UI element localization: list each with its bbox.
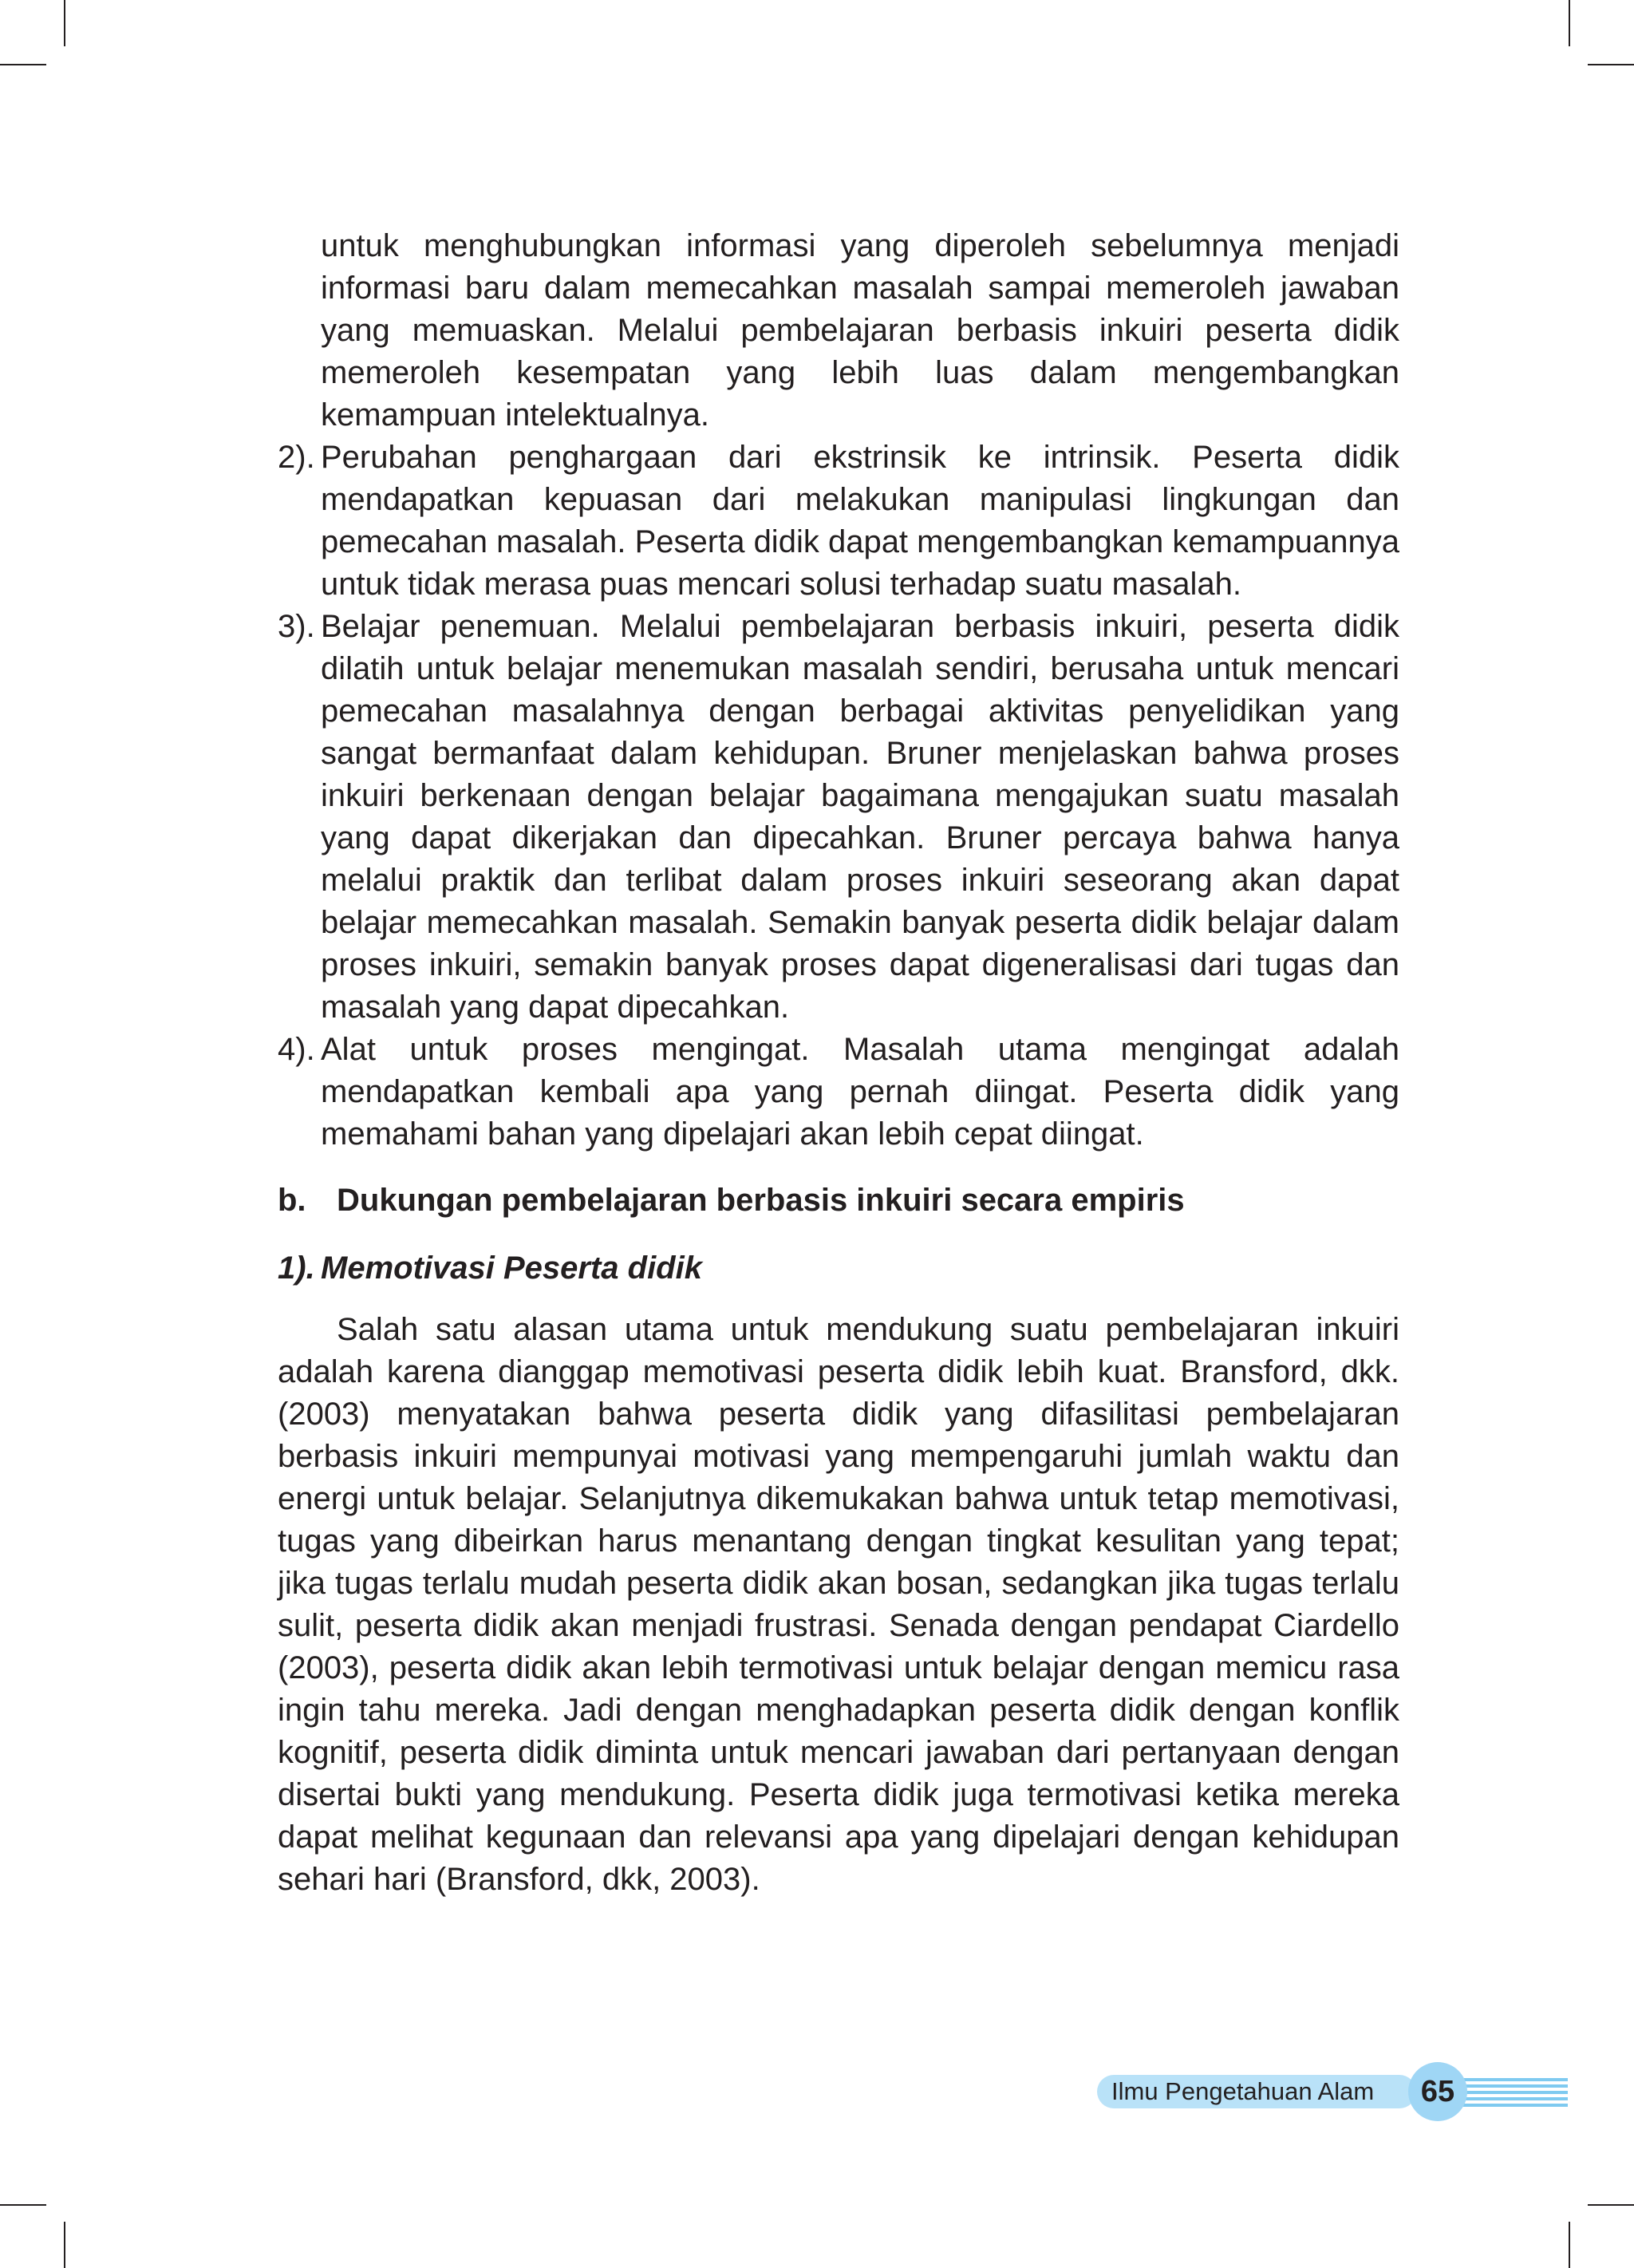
subsection-heading	[278, 1247, 1399, 1290]
crop-mark	[1569, 2222, 1570, 2268]
crop-mark	[0, 64, 46, 65]
list-item-number: 3).	[278, 609, 315, 644]
page-content	[278, 225, 1399, 1901]
subsection-title: Memotivasi Peserta didik	[321, 1251, 702, 1286]
list-item-text: Belajar penemuan. Melalui pembelajaran berbasis inkuiri, peserta didik dilatih untuk belajar menemukan masalah sendiri, berusaha untuk mencari pemecahan masalahnya dengan berbagai aktivitas penyelidikan yang sangat bermanfaat dalam kehidupan. Bruner menjelaskan bahwa proses inkuiri berkenaan dengan belajar bagaimana mengajukan suatu masalah yang dapat dikerjakan dan dipecahkan. Bruner percaya bahwa hanya melalui praktik dan terlibat dalam proses inkuiri seseorang akan dapat belajar memecahkan masalah. Semakin banyak peserta didik belajar dalam proses inkuiri, semakin banyak proses dapat digeneralisasi dari tugas dan masalah yang dapat dipecahkan.	[321, 609, 1399, 1025]
crop-mark	[1588, 2204, 1634, 2206]
list-item-number: 2).	[278, 440, 315, 475]
list-item	[278, 1029, 1399, 1156]
crop-mark	[1588, 64, 1634, 65]
crop-mark	[0, 2204, 46, 2206]
list-item	[278, 437, 1399, 606]
list-item-text: Alat untuk proses mengingat. Masalah utama mengingat adalah mendapatkan kembali apa yang pernah diingat. Peserta didik yang memahami bahan yang dipelajari akan lebih cepat diingat.	[321, 1032, 1399, 1152]
list-item-continuation: untuk menghubungkan informasi yang diperoleh sebelumnya menjadi informasi baru dalam memecahkan masalah sampai memeroleh jawaban yang memuaskan. Melalui pembelajaran berbasis inkuiri peserta didik memeroleh kesempatan yang lebih luas dalam mengembangkan kemampuan intelektualnya.	[321, 228, 1399, 433]
body-paragraph: Salah satu alasan utama untuk mendukung suatu pembelajaran inkuiri adalah karena dianggap memotivasi peserta didik lebih kuat. Bransford, dkk. (2003) menyatakan bahwa peserta didik yang difasilitasi pembelajaran berbasis inkuiri mempunyai motivasi yang mempengaruhi jumlah waktu dan energi untuk belajar. Selanjutnya dikemukakan bahwa untuk tetap memotivasi, tugas yang dibeirkan harus menantang dengan tingkat kesulitan yang tepat; jika tugas terlalu mudah peserta didik akan bosan, sedangkan jika tugas terlalu sulit, peserta didik akan menjadi frustrasi. Senada dengan pendapat Ciardello (2003), peserta didik akan lebih termotivasi untuk belajar dengan memicu rasa ingin tahu mereka. Jadi dengan menghadapkan peserta didik dengan konflik kognitif, peserta didik diminta untuk mencari jawaban dari pertanyaan dengan disertai bukti yang mendukung. Peserta didik juga termotivasi ketika mereka dapat melihat kegunaan dan relevansi apa yang dipelajari dengan kehidupan sehari hari (Bransford, dkk, 2003).	[278, 1312, 1399, 1897]
crop-mark	[64, 0, 65, 46]
footer-book-title: Ilmu Pengetahuan Alam	[1097, 2075, 1416, 2108]
list-item-number: 4).	[278, 1032, 315, 1067]
page-number: 65	[1408, 2062, 1467, 2121]
section-heading	[278, 1179, 1399, 1222]
crop-mark	[1569, 0, 1570, 46]
page-footer	[1097, 2061, 1572, 2121]
list-item-text: Perubahan penghargaan dari ekstrinsik ke intrinsik. Peserta didik mendapatkan kepuasan dari melakukan manipulasi lingkungan dan pemecahan masalah. Peserta didik dapat mengembangkan kemampuannya untuk tidak merasa puas mencari solusi terhadap suatu masalah.	[321, 440, 1399, 602]
subsection-number: 1).	[278, 1251, 315, 1286]
crop-mark	[64, 2222, 65, 2268]
section-title: Dukungan pembelajaran berbasis inkuiri secara empiris	[337, 1183, 1185, 1218]
section-letter: b.	[278, 1183, 306, 1218]
list-item	[278, 606, 1399, 1029]
